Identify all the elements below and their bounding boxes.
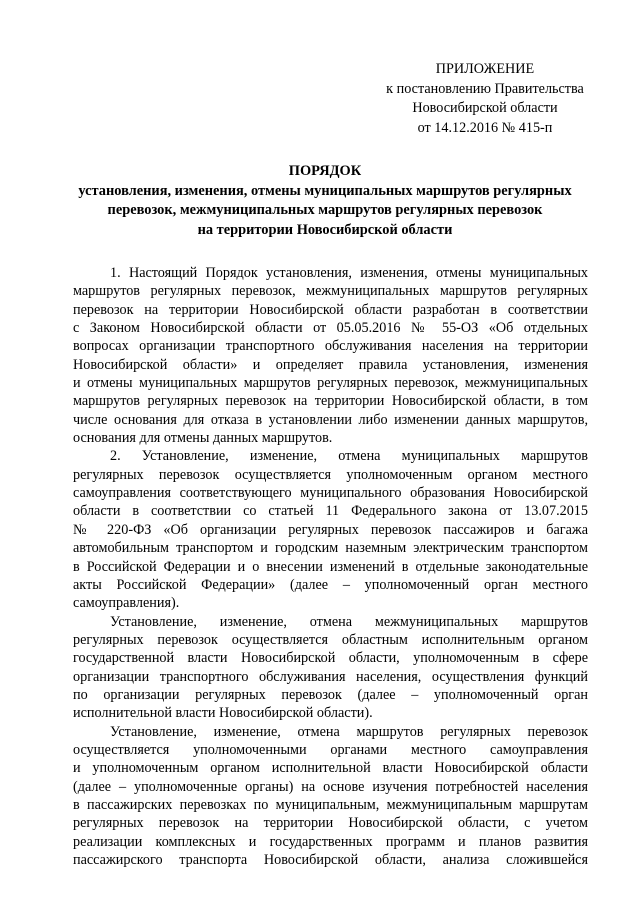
appendix-header [380,60,590,138]
paragraph-line: Установление, изменение, отмена маршрутов регулярных перевозок [110,723,588,740]
paragraph-2 [73,447,588,612]
paragraph-line: в Российской Федерации и о внесении изменений в отдельные законодательные [73,558,588,575]
paragraph-line: Новосибирской области» и определяет правила установления, изменения [73,356,588,373]
appendix-region: Новосибирской области [412,100,558,116]
paragraph-line: основания для отмены данных маршрутов. [73,430,333,447]
paragraph-line: и отмены муниципальных маршрутов регулярных перевозок, межмуниципальных [73,375,588,392]
document-body [73,264,588,869]
paragraph-line: пассажирского транспорта Новосибирской области, анализа сложившейся [73,852,588,868]
paragraph-line: перевозок на территории Новосибирской области разработан в соответствии [73,301,588,318]
paragraph-line: осуществляется уполномоченными органами местного самоуправления [73,741,588,758]
title-subtitle-line-1: установления, изменения, отмены муниципальных маршрутов регулярных [78,182,572,199]
paragraph-line: числе основания для отказа в установлении либо изменении данных маршрутов, [73,411,588,428]
title-heading: ПОРЯДОК [288,163,362,179]
paragraph-1 [73,264,588,447]
paragraph-line: регулярных перевозок осуществляется областным исполнительным органом [73,631,588,648]
paragraph-line: 2. Установление, изменение, отмена муниципальных маршрутов [110,448,588,465]
paragraph-line: по организации регулярных перевозок (далее – уполномоченный орган [73,686,588,703]
paragraph-line: государственной власти Новосибирской области, уполномоченным в сфере [73,650,588,667]
paragraph-line: в пассажирских перевозках по муниципальным, межмуниципальным маршрутам [73,796,588,813]
paragraph-line: организации транспортного обслуживания населения, осуществления функций [73,668,588,685]
paragraph-line: маршрутов регулярных перевозок на территории Новосибирской области, в том [73,393,588,410]
appendix-label: ПРИЛОЖЕНИЕ [435,61,535,77]
paragraph-line: области в соответствии со статьей 11 Федерального закона от 13.07.2015 [73,503,588,520]
paragraph-line: регулярных перевозок осуществляется уполномоченным органом местного [73,466,588,483]
paragraph-line: регулярных перевозок на территории Новосибирской области, с учетом [73,815,588,832]
paragraph-line: исполнительной власти Новосибирской области). [73,705,373,722]
document-title [60,162,590,240]
appendix-resolution-ref: к постановлению Правительства [386,80,584,97]
appendix-date-number: от 14.12.2016 № 415-п [417,119,553,136]
paragraph-line: реализации комплексных и государственных программ и планов развития [73,833,588,850]
title-subtitle-line-2: перевозок, межмуниципальных маршрутов регулярных перевозок [107,202,543,218]
paragraph-4 [73,723,588,870]
paragraph-3 [73,613,588,723]
paragraph-line: акты Российской Федерации» (далее – уполномоченный орган местного [73,576,588,593]
paragraph-line: № 220-ФЗ «Об организации регулярных перевозок пассажиров и багажа [73,521,588,538]
paragraph-line: (далее – уполномоченные органы) на основе изучения потребностей населения [73,778,588,795]
paragraph-line: с Законом Новосибирской области от 05.05.2016 № 55-ОЗ «Об отдельных [73,320,588,337]
paragraph-line: самоуправления). [73,595,180,612]
paragraph-line: самоуправления соответствующего муниципального образования Новосибирской [73,485,588,502]
paragraph-line: 1. Настоящий Порядок установления, изменения, отмены муниципальных [110,265,588,281]
paragraph-line: и уполномоченным органом исполнительной власти Новосибирской области [73,760,588,777]
paragraph-line: автомобильным транспортом и городским наземным электрическим транспортом [73,540,588,557]
paragraph-line: вопросах организации транспортного обслуживания населения на территории [73,338,588,355]
title-subtitle-line-3: на территории Новосибирской области [197,221,453,238]
paragraph-line: маршрутов регулярных перевозок, межмуниципальных маршрутов регулярных [73,283,588,300]
paragraph-line: Установление, изменение, отмена межмуниципальных маршрутов [110,613,588,630]
